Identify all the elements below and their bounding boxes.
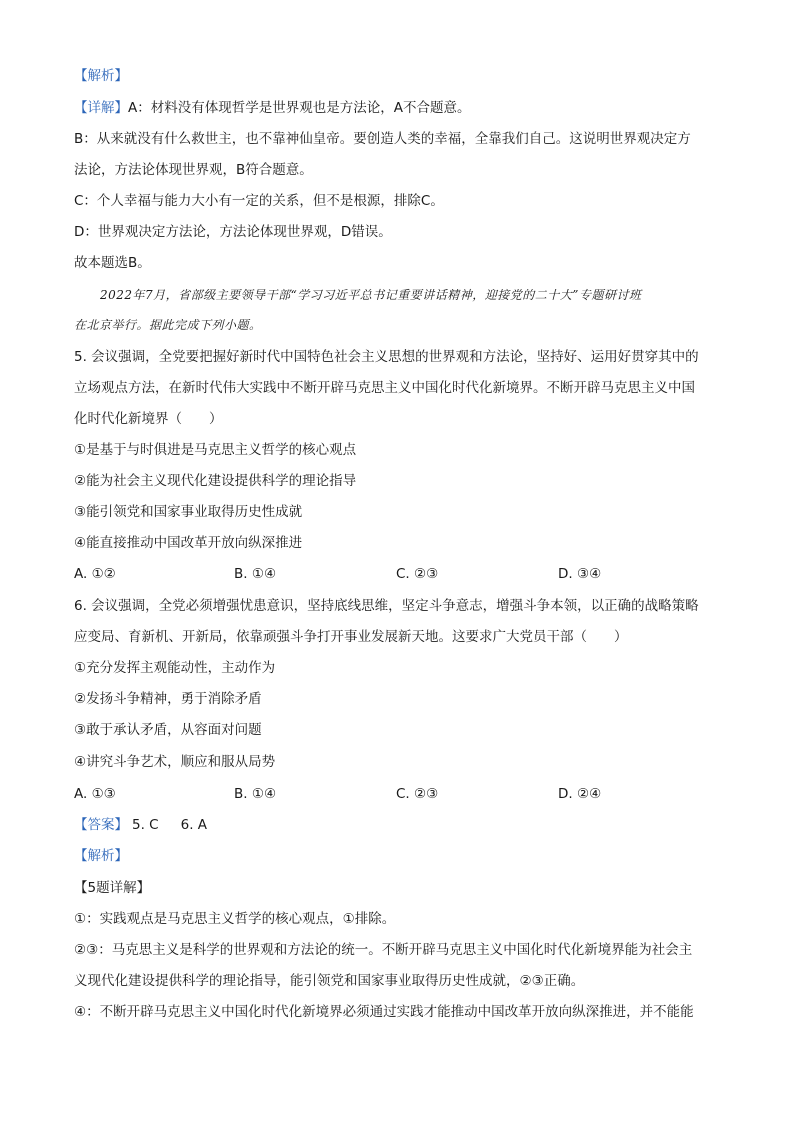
analysis-label: 【解析】	[74, 68, 128, 84]
q5-option-a: A. ①②	[74, 566, 116, 582]
solution-point-3: ④：不断开辟马克思主义中国化时代化新境界必须通过实践才能推动中国改革开放向纵深推进，并不能能	[74, 1004, 694, 1020]
q6-statement-4: ④讲究斗争艺术，顺应和服从局势	[74, 754, 276, 770]
q5-statement-3: ③能引领党和国家事业取得历史性成就	[74, 504, 303, 520]
q6-stem-line2: 应变局、育新机、开新局，依靠顽强斗争打开事业发展新天地。这要求广大党员干部（ ）	[74, 629, 628, 645]
q6-stem-line1: 6. 会议强调，全党必须增强忧患意识，坚持底线思维，坚定斗争意志，增强斗争本领，以正确的战略策略	[74, 598, 699, 614]
solution-point-2-line2: 义现代化建设提供科学的理论指导，能引领党和国家事业取得历史性成就，②③正确。	[74, 973, 585, 989]
q5-option-b: B. ①④	[234, 566, 277, 582]
q5-stem-line1: 5. 会议强调，全党要把握好新时代中国特色社会主义思想的世界观和方法论，坚持好、运用好贯穿其中的	[74, 349, 699, 365]
q5-options	[74, 564, 734, 584]
q5-statement-4: ④能直接推动中国改革开放向纵深推进	[74, 535, 303, 551]
q6-option-b: B. ①④	[234, 786, 277, 802]
q5-statement-1: ①是基于与时俱进是马克思主义哲学的核心观点	[74, 442, 357, 458]
detail-line-b2: 法论，方法论体现世界观，B符合题意。	[74, 162, 313, 178]
material-intro-line1: 2022年7月，省部级主要领导干部“学习习近平总书记重要讲话精神，迎接党的二十大”专题研讨班	[100, 288, 642, 302]
detail-line-b1: B：从来就没有什么救世主，也不靠神仙皇帝。要创造人类的幸福，全靠我们自己。这说明世界观决定方	[74, 131, 691, 147]
solution-point-1: ①：实践观点是马克思主义哲学的核心观点，①排除。	[74, 911, 396, 927]
q5-statement-2: ②能为社会主义现代化建设提供科学的理论指导	[74, 473, 357, 489]
answer-label: 【答案】	[74, 817, 128, 833]
q5-option-d: D. ③④	[558, 566, 602, 582]
solution-point-2-line1: ②③：马克思主义是科学的世界观和方法论的统一。不断开辟马克思主义中国化时代化新境界能为社会主	[74, 942, 693, 958]
q6-statement-3: ③敢于承认矛盾，从容面对问题	[74, 722, 262, 738]
solution-analysis-label: 【解析】	[74, 848, 128, 864]
answer-6: 6. A	[180, 817, 208, 833]
answer-5: 5. C	[132, 817, 159, 833]
q6-option-a: A. ①③	[74, 786, 116, 802]
q5-stem-line3: 化时代化新境界（ ）	[74, 411, 223, 427]
detail-label: 【详解】	[74, 100, 128, 116]
detail-line-a	[74, 98, 734, 118]
q6-option-c: C. ②③	[396, 786, 439, 802]
detail-line-d: D：世界观决定方法论，方法论体现世界观，D错误。	[74, 224, 392, 240]
q6-statement-1: ①充分发挥主观能动性，主动作为	[74, 660, 276, 676]
conclusion-line: 故本题选B。	[74, 255, 151, 271]
q6-option-d: D. ②④	[558, 786, 602, 802]
q5-detail-label: 【5题详解】	[74, 880, 151, 896]
q5-stem-line2: 立场观点方法，在新时代伟大实践中不断开辟马克思主义中国化时代化新境界。不断开辟马克思主义中国	[74, 380, 695, 396]
detail-line-c: C：个人幸福与能力大小有一定的关系，但不是根源，排除C。	[74, 193, 444, 209]
q6-options	[74, 784, 734, 804]
detail-a-text: A：材料没有体现哲学是世界观也是方法论，A不合题意。	[128, 100, 471, 116]
material-intro-line2: 在北京举行。据此完成下列小题。	[74, 318, 262, 332]
answer-line	[74, 815, 734, 835]
q6-statement-2: ②发扬斗争精神，勇于消除矛盾	[74, 691, 262, 707]
q5-option-c: C. ②③	[396, 566, 439, 582]
